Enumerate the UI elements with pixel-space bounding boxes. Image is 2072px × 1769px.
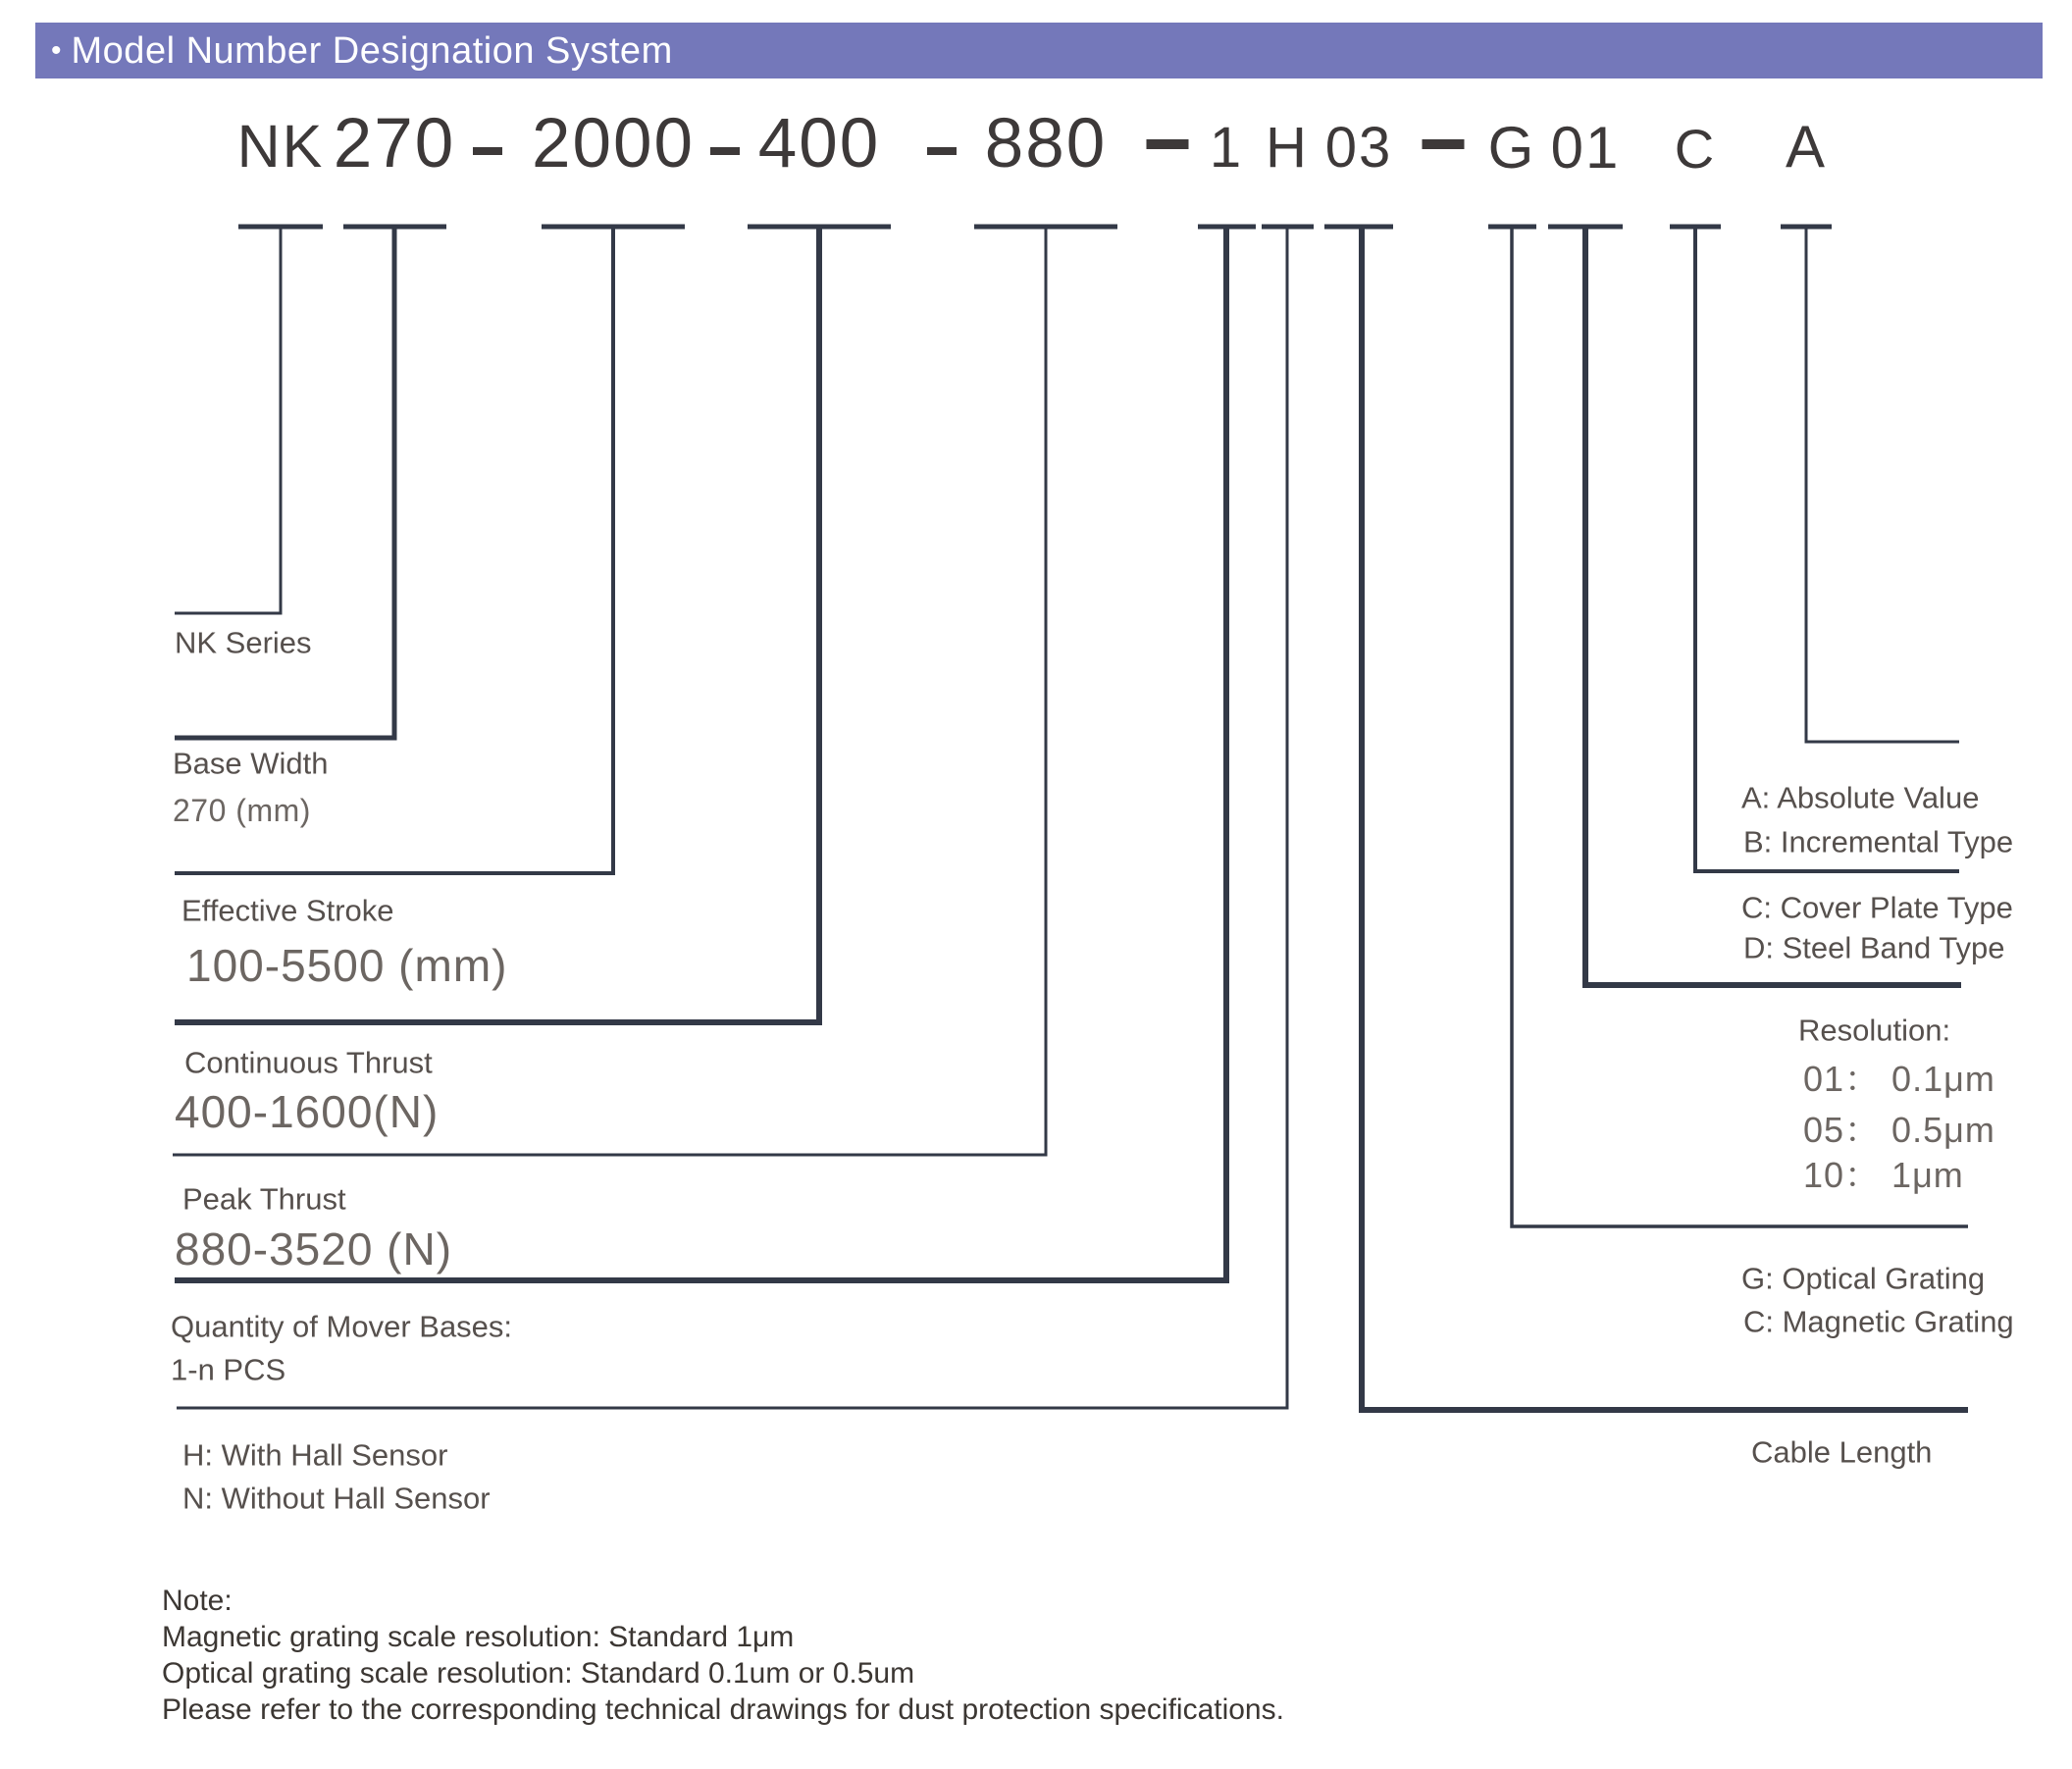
encoder-type-option-b: B: Incremental Type <box>1743 824 2014 859</box>
continuous-thrust-label: Continuous Thrust <box>184 1045 433 1080</box>
resolution-option-05: 05： 0.5μm <box>1803 1110 1995 1150</box>
note-line-1: Magnetic grating scale resolution: Standard 1μm <box>162 1621 795 1653</box>
peak-thrust-label: Peak Thrust <box>182 1181 346 1217</box>
mover-bases-label: Quantity of Mover Bases: <box>171 1309 513 1344</box>
callout-line-series <box>175 227 281 613</box>
model-segment-cable-length: 03 <box>1324 116 1393 180</box>
model-segment-encoder-type: A <box>1785 114 1828 180</box>
base-width-value: 270 (mm) <box>173 793 311 828</box>
model-segment-cont-thrust: 400 <box>757 105 881 182</box>
note-line-3: Please refer to the corresponding technical drawings for dust protection specifications. <box>162 1693 1284 1726</box>
callout-line-encoder-type <box>1806 227 1959 742</box>
mover-bases-value: 1-n PCS <box>171 1352 286 1387</box>
callout-line-dust-protection <box>1695 227 1959 871</box>
model-segment-stroke: 2000 <box>532 105 695 182</box>
model-segment-hall-sensor: H <box>1266 116 1309 180</box>
nk-series-label: NK Series <box>175 625 312 660</box>
dust-protection-option-c: C: Cover Plate Type <box>1741 890 2013 925</box>
cable-length-label: Cable Length <box>1751 1434 1933 1470</box>
grating-option-g: G: Optical Grating <box>1741 1261 1986 1296</box>
effective-stroke-label: Effective Stroke <box>181 893 394 928</box>
hall-sensor-option-n: N: Without Hall Sensor <box>182 1481 491 1516</box>
hall-sensor-option-h: H: With Hall Sensor <box>182 1437 448 1473</box>
encoder-type-option-a: A: Absolute Value <box>1741 780 1980 815</box>
resolution-title: Resolution: <box>1798 1013 1951 1048</box>
model-segment-series: NK <box>236 113 325 180</box>
model-segment-peak-thrust: 880 <box>984 105 1108 182</box>
model-segment-mover-qty: 1 <box>1209 116 1244 180</box>
dust-protection-option-d: D: Steel Band Type <box>1743 930 2005 965</box>
callout-line-cable-length <box>1362 227 1968 1410</box>
effective-stroke-value: 100-5500 (mm) <box>186 940 508 991</box>
grating-option-c: C: Magnetic Grating <box>1743 1304 2014 1339</box>
page-title: Model Number Designation System <box>71 29 673 72</box>
note-line-2: Optical grating scale resolution: Standard 0.1um or 0.5um <box>162 1657 915 1690</box>
continuous-thrust-value: 400-1600(N) <box>175 1086 440 1137</box>
resolution-option-01: 01： 0.1μm <box>1803 1059 1995 1099</box>
peak-thrust-value: 880-3520 (N) <box>175 1223 453 1275</box>
model-segment-resolution: 01 <box>1550 115 1621 181</box>
bullet-icon: • <box>51 33 62 67</box>
callout-line-peak-thrust <box>173 227 1046 1155</box>
model-segment-base-width: 270 <box>333 105 456 182</box>
base-width-label: Base Width <box>173 746 329 781</box>
callout-line-base-width <box>175 227 394 738</box>
model-segment-dust-protection: C <box>1674 118 1717 180</box>
note-title: Note: <box>162 1585 233 1617</box>
model-segment-grating: G <box>1487 115 1536 181</box>
resolution-option-10: 10： 1μm <box>1803 1155 1964 1195</box>
